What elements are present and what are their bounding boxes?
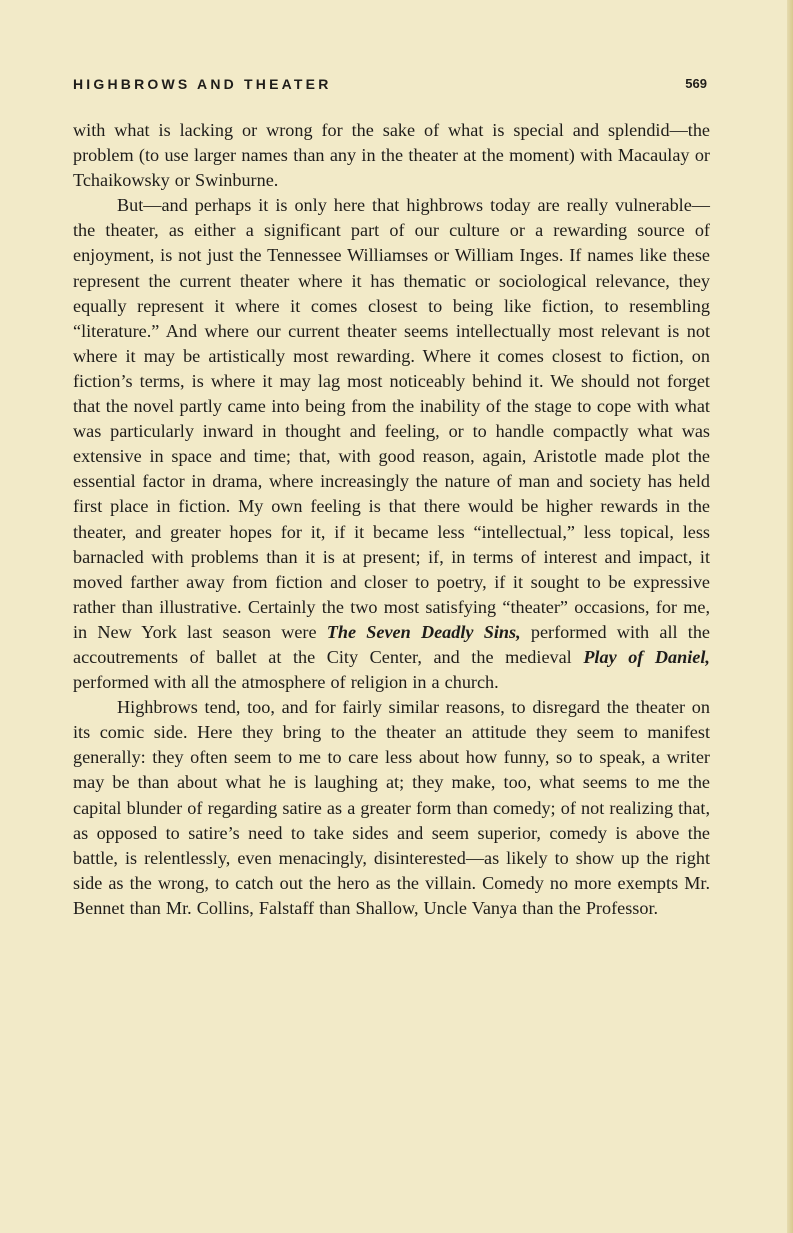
running-head xyxy=(73,76,707,96)
paragraph-text: But—and perhaps it is only here that highbrows today are really vulnerable—the theater, as either a significant part of our culture or a rewarding source of enjoyment, is not just the Tennessee Williamses or William Inges. If names like these represent the current theater where it has thematic or sociological relevance, they equally represent it where it comes closest to being like fiction, to resembling “literature.” And where our current theater seems intellectually most relevant is not where it may be artistically most rewarding. Where it comes closest to fiction, on fiction’s terms, is where it may lag most noticeably behind it. We should not forget that the novel partly came into being from the inability of the stage to cope with what was particularly inward in thought and feeling, or to handle compactly what was extensive in space and time; that, with good reason, again, Aristotle made plot the essential factor in drama, where increasingly the nature of man and society has held first place in fiction. My own feeling is that there would be higher rewards in the theater, and greater hopes for it, if it became less “intellectual,” less topical, less barnacled with problems than it is at present; if, in terms of interest and impact, it moved farther away from fiction and closer to poetry, if it sought to be expressive rather than illustrative. Certainly the two most satisfying “theater” occasions, for me, in New York last season were xyxy=(73,195,710,642)
page-gutter-shadow xyxy=(787,0,793,1233)
paragraph xyxy=(73,193,710,695)
paragraph-text: performed with all the accoutrements of ballet at the City Center, and the medieval xyxy=(73,621,710,667)
work-title-play-of-daniel: Play of Daniel, xyxy=(583,646,710,667)
paragraph-text: performed with all the atmosphere of religion in a church. xyxy=(73,672,499,693)
paragraph: Highbrows tend, too, and for fairly similar reasons, to disregard the theater on its comic side. Here they bring to the theater an attitude they seem to manifest generally: they often seem to me to care less about how funny, so to speak, a writer may be than about what he is laughing at; they make, too, what seems to me the capital blunder of regarding satire as a greater form than comedy; of not realizing that, as opposed to satire’s need to take sides and seem superior, comedy is above the battle, is relentlessly, even menacingly, disinterested—as likely to show up the right side as the wrong, to catch out the hero as the villain. Comedy no more exempts Mr. Bennet than Mr. Collins, Falstaff than Shallow, Uncle Vanya than the Professor. xyxy=(73,697,710,918)
body-text xyxy=(73,118,710,921)
running-title: HIGHBROWS AND THEATER xyxy=(73,76,332,92)
work-title-seven-deadly-sins: The Seven Deadly Sins, xyxy=(326,621,521,642)
page-number: 569 xyxy=(685,76,707,91)
paragraph-continued: with what is lacking or wrong for the sake of what is special and splendid—the problem (to use larger names than any in the theater at the moment) with Macaulay or Tchaikowsky or Swinburne. xyxy=(73,120,710,191)
